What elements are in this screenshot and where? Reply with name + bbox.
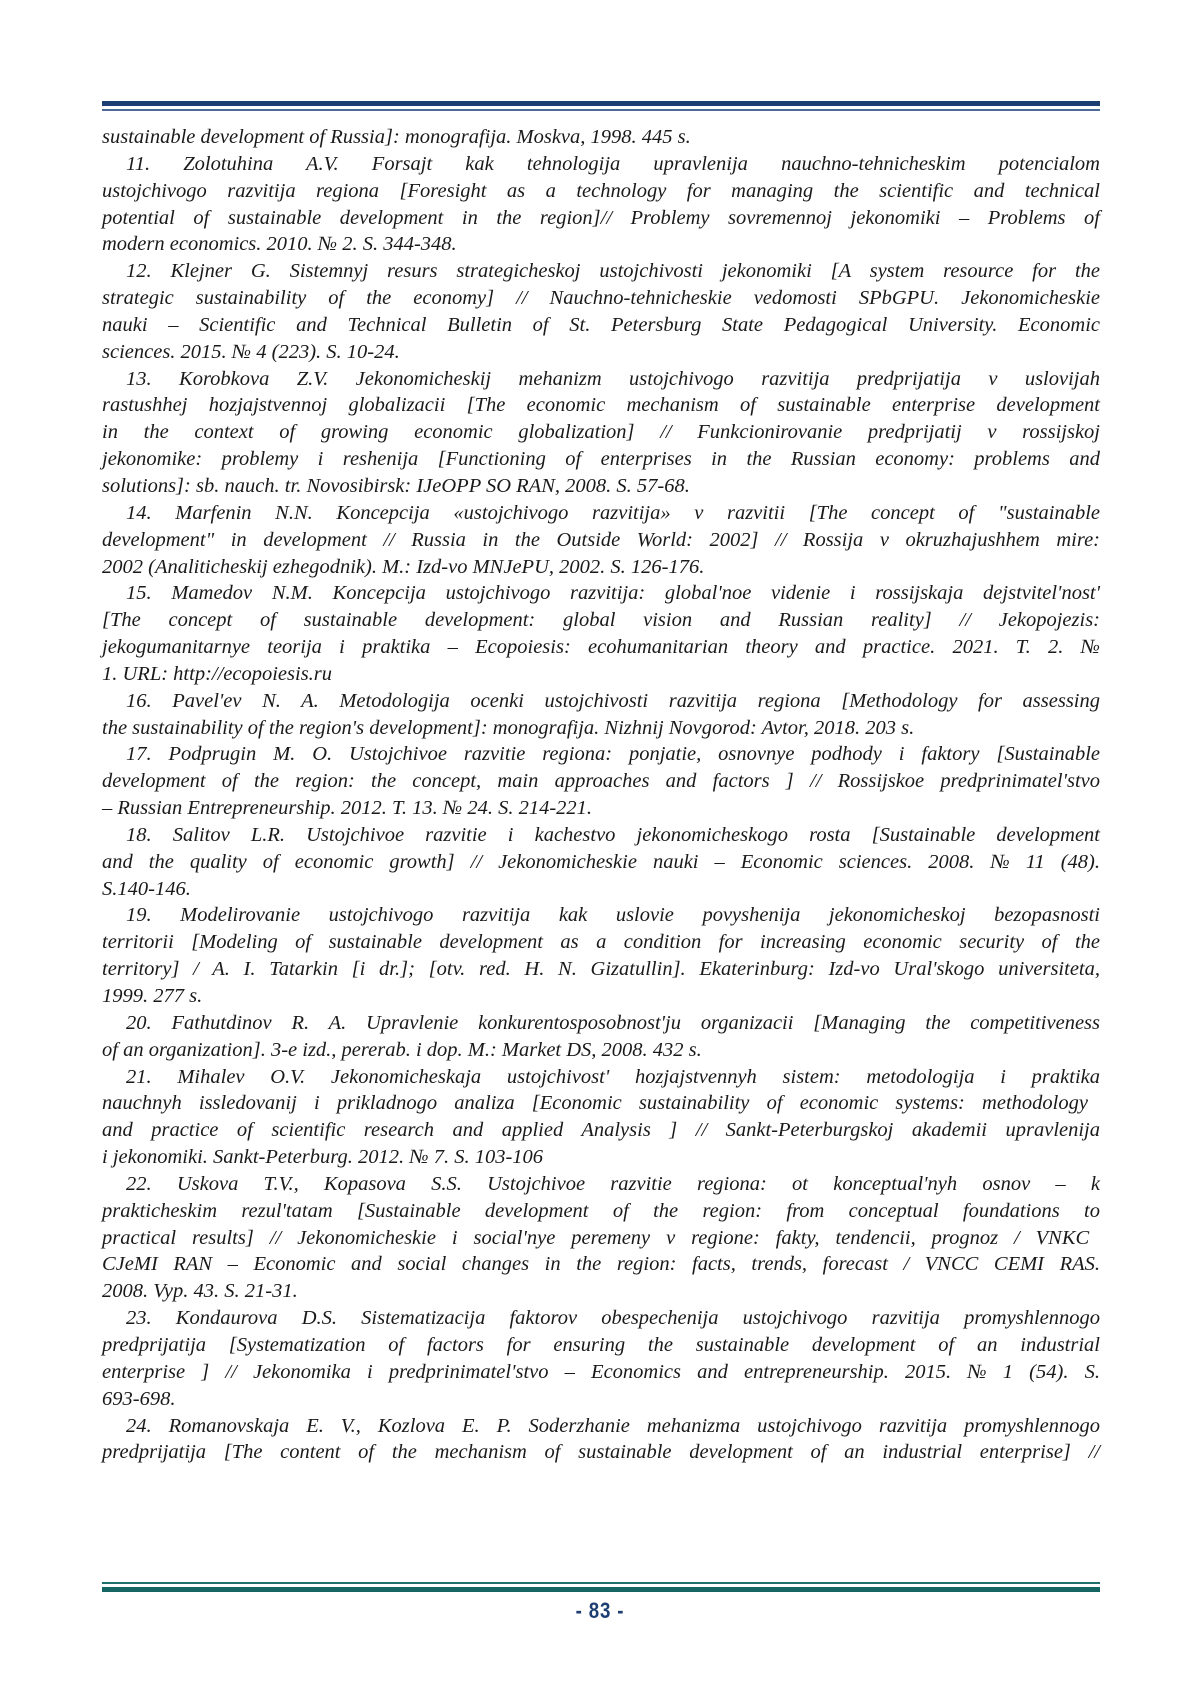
header-rule-thick	[102, 101, 1100, 106]
reference-item-12	[102, 258, 1100, 365]
reference-line: 23. Kondaurova D.S. Sistematizacija faktorov obespechenija ustojchivogo razvitija promyshlennogo	[126, 1307, 1100, 1330]
reference-line: 11. Zolotuhina A.V. Forsajt kak tehnologija upravlenija nauchno-tehnicheskim potencialom	[126, 152, 1100, 175]
reference-line: 20. Fathutdinov R. A. Upravlenie konkurentosposobnost'ju organizacii [Managing the competitiveness	[126, 1011, 1100, 1034]
reference-item-18	[102, 822, 1100, 903]
reference-item-16	[102, 688, 1100, 742]
page-number: - 83 -	[575, 1598, 625, 1623]
reference-line: sciences. 2015. № 4 (223). S. 10-24.	[102, 340, 400, 363]
reference-line: strategic sustainability of the economy] // Nauchno-tehnicheskie vedomosti SPbGPU. Jekonomicheskie	[102, 287, 1100, 310]
reference-line: 2002 (Analiticheskij ezhegodnik). M.: Izd-vo MNJePU, 2002. S. 126-176.	[102, 555, 705, 578]
reference-line: 21. Mihalev O.V. Jekonomicheskaja ustojchivost' hozjajstvennyh sistem: metodologija i praktika	[126, 1065, 1100, 1088]
reference-line: and the quality of economic growth] // Jekonomicheskie nauki – Economic sciences. 2008. № 11 (48).	[102, 850, 1100, 873]
header-rule-thin	[102, 109, 1100, 111]
reference-item-17	[102, 741, 1100, 822]
reference-line: ustojchivogo razvitija regiona [Foresight as a technology for managing the scientific and technical	[102, 179, 1100, 202]
reference-line: in the context of growing economic globalization] // Funkcionirovanie predprijatij v rossijskoj	[102, 421, 1100, 444]
reference-line: sustainable development of Russia]: monografija. Moskva, 1998. 445 s.	[102, 126, 691, 148]
reference-item-20	[102, 1010, 1100, 1064]
reference-item-23	[102, 1305, 1100, 1412]
reference-line: development" in development // Russia in the Outside World: 2002] // Rossija v okruzhajushhem mire:	[102, 528, 1100, 551]
reference-line: 1999. 277 s.	[102, 985, 203, 1007]
reference-line: 693-698.	[102, 1387, 176, 1410]
reference-line: 2008. Vyp. 43. S. 21-31.	[102, 1280, 298, 1303]
reference-line: 22. Uskova T.V., Kopasova S.S. Ustojchivoe razvitie regiona: ot konceptual'nyh osnov – k	[126, 1172, 1100, 1195]
reference-line: enterprise ] // Jekonomika i predprinimatel'stvo – Economics and entrepreneurship. 2015. № 1 (54). S.	[102, 1360, 1100, 1383]
reference-item-24	[102, 1413, 1100, 1467]
reference-line: territory] / A. I. Tatarkin [i dr.]; [otv. red. H. N. Gizatullin]. Ekaterinburg: Izd-vo Ural'skogo universiteta,	[102, 958, 1100, 981]
reference-line: and practice of scientific research and applied Analysis ] // Sankt-Peterburgskoj akademii upravlenija	[102, 1119, 1100, 1142]
reference-item-21	[102, 1064, 1100, 1171]
reference-list	[102, 124, 1100, 1466]
reference-line: 14. Marfenin N.N. Koncepcija «ustojchivogo razvitija» v razvitii [The concept of "sustainable	[126, 501, 1100, 524]
footer-rule-thick	[102, 1587, 1100, 1592]
reference-line: development of the region: the concept, main approaches and factors ] // Rossijskoe predprinimatel'stvo	[102, 770, 1100, 793]
reference-item-13	[102, 366, 1100, 500]
reference-item-22	[102, 1171, 1100, 1305]
reference-item-15	[102, 580, 1100, 687]
reference-line: territorii [Modeling of sustainable development as a condition for increasing economic security of the	[102, 931, 1100, 954]
reference-line: S.140-146.	[102, 877, 191, 900]
reference-link-line: 1. URL: http://ecopoiesis.ru	[102, 662, 333, 685]
reference-line: nauki – Scientific and Technical Bulletin of St. Petersburg State Pedagogical University. Economic	[102, 313, 1100, 336]
reference-line: [The concept of sustainable development: global vision and Russian reality] // Jekopojezis:	[102, 609, 1100, 632]
reference-line: 17. Podprugin M. O. Ustojchivoe razvitie regiona: ponjatie, osnovnye podhody i faktory [Sustainable	[126, 743, 1100, 766]
reference-line: jekogumanitarnye teorija i praktika – Ecopoiesis: ecohumanitarian theory and practice. 2021. T. 2. №	[102, 636, 1100, 659]
reference-line: prakticheskim rezul'tatam [Sustainable development of the region: from conceptual foundations to	[102, 1199, 1100, 1222]
reference-line: 13. Korobkova Z.V. Jekonomicheskij mehanizm ustojchivogo razvitija predprijatija v uslovijah	[126, 367, 1100, 390]
reference-line: the sustainability of the region's development]: monografija. Nizhnij Novgorod: Avtor, 2018. 203 s.	[102, 716, 915, 739]
reference-line: 18. Salitov L.R. Ustojchivoe razvitie i kachestvo jekonomicheskogo rosta [Sustainable development	[126, 823, 1100, 846]
reference-line: of an organization]. 3-e izd., pererab. i dop. M.: Market DS, 2008. 432 s.	[102, 1038, 702, 1061]
reference-line: potential of sustainable development in the region]// Problemy sovremennoj jekonomiki – Problems of	[102, 206, 1100, 229]
reference-line: solutions]: sb. nauch. tr. Novosibirsk: IJeOPP SO RAN, 2008. S. 57-68.	[102, 474, 690, 497]
reference-line: practical results] // Jekonomicheskie i social'nye peremeny v regione: fakty, tendencii, prognoz / VNKC	[102, 1226, 1090, 1249]
reference-continued	[102, 124, 1100, 151]
reference-item-14	[102, 500, 1100, 581]
reference-line: rastushhej hozjajstvennoj globalizacii [The economic mechanism of sustainable enterprise development	[102, 394, 1100, 417]
reference-line: i jekonomiki. Sankt-Peterburg. 2012. № 7. S. 103-106	[102, 1146, 544, 1169]
reference-line: modern economics. 2010. № 2. S. 344-348.	[102, 233, 457, 256]
reference-item-19	[102, 902, 1100, 1009]
reference-line: 19. Modelirovanie ustojchivogo razvitija kak uslovie povyshenija jekonomicheskoj bezopasnosti	[126, 904, 1100, 927]
reference-line: – Russian Entrepreneurship. 2012. T. 13. № 24. S. 214-221.	[102, 797, 593, 820]
reference-line: 12. Klejner G. Sistemnyj resurs strategicheskoj ustojchivosti jekonomiki [A system resource for the	[126, 260, 1100, 283]
reference-line: 16. Pavel'ev N. A. Metodologija ocenki ustojchivosti razvitija regiona [Methodology for assessing	[126, 689, 1100, 712]
reference-line: CJeMI RAN – Economic and social changes in the region: facts, trends, forecast / VNCC CEMI RAS.	[102, 1253, 1100, 1276]
reference-line: predprijatija [Systematization of factors for ensuring the sustainable development of an industrial	[102, 1333, 1100, 1356]
reference-line: predprijatija [The content of the mechanism of sustainable development of an industrial enterprise] //	[102, 1441, 1100, 1464]
reference-item-11	[102, 151, 1100, 258]
reference-line: jekonomike: problemy i reshenija [Functioning of enterprises in the Russian economy: problems and	[102, 448, 1100, 471]
footer-rule-thin	[102, 1582, 1100, 1584]
reference-line: 15. Mamedov N.M. Koncepcija ustojchivogo razvitija: global'noe videnie i rossijskaja dejstvitel'nost'	[126, 582, 1100, 605]
reference-line: nauchnyh issledovanij i prikladnogo analiza [Economic sustainability of economic systems: methodology	[102, 1092, 1088, 1115]
reference-line: 24. Romanovskaja E. V., Kozlova E. P. Soderzhanie mehanizma ustojchivogo razvitija promyshlennogo	[126, 1414, 1100, 1437]
